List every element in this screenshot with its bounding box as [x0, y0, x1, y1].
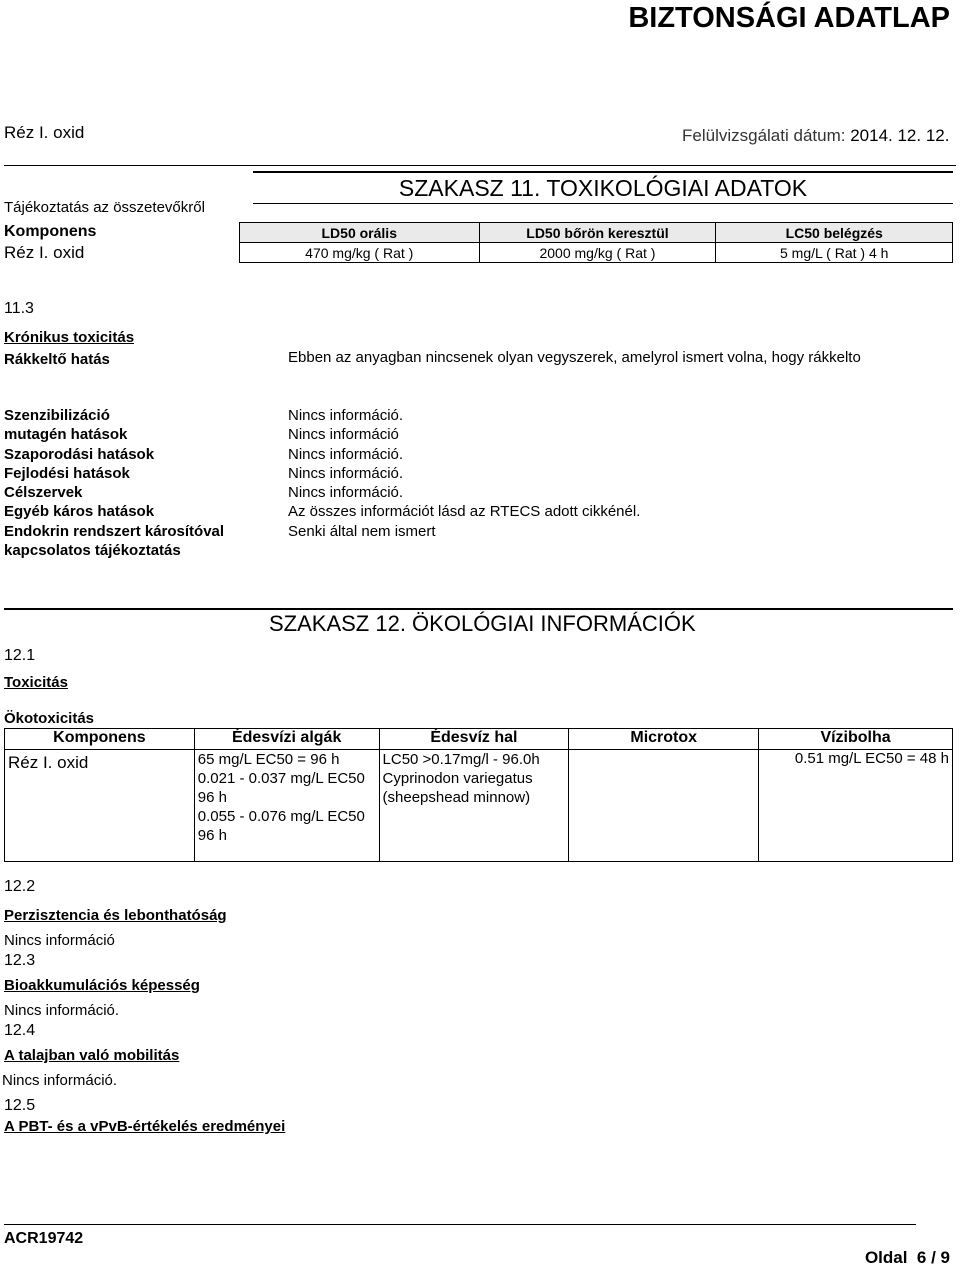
subsection-12-5-number: 12.5: [4, 1097, 36, 1114]
subsection-12-2-number: 12.2: [4, 878, 36, 895]
persistence-heading: Perzisztencia és lebonthatóság: [4, 907, 227, 924]
effects-values: [288, 406, 640, 541]
col-lc50-inhalation: LC50 belégzés: [716, 223, 953, 243]
components-info-label: Tájékoztatás az összetevőkről: [4, 199, 205, 216]
effect-value: Nincs információ.: [288, 484, 404, 502]
eco-col-algae: Édesvízi algák: [194, 729, 379, 750]
effect-label: kapcsolatos tájékoztatás: [4, 542, 181, 560]
effect-label: Szaporodási hatások: [4, 445, 155, 463]
algae-line: 0.055 - 0.076 mg/L EC50: [197, 808, 365, 825]
persistence-value: Nincs információ: [4, 932, 115, 949]
eco-daphnia-value: 0.51 mg/L EC50 = 48 h: [759, 750, 953, 862]
subsection-12-3-number: 12.3: [4, 952, 36, 969]
footer-divider: [4, 1224, 916, 1225]
document-code: ACR19742: [4, 1230, 84, 1247]
eco-component-name: Réz I. oxid: [5, 750, 195, 862]
component-name: Réz I. oxid: [4, 243, 85, 262]
ecotoxicity-heading: Ökotoxicitás: [4, 710, 95, 727]
bioaccumulation-value: Nincs információ.: [4, 1002, 120, 1019]
revision-date-label: Felülvizsgálati dátum: 2014. 12. 12.: [682, 126, 950, 145]
header-divider: [4, 165, 956, 166]
eco-fish-values: [379, 750, 569, 862]
carcinogenic-text: Ebben az anyagban nincsenek olyan vegyszerek, amelyrol ismert volna, hogy rákkelto: [288, 349, 861, 366]
algae-line: 96 h: [197, 789, 227, 806]
subsection-12-1-number: 12.1: [4, 647, 36, 664]
pbt-heading: A PBT- és a vPvB-értékelés eredményei: [4, 1118, 286, 1135]
effect-value: Az összes információt lásd az RTECS adott cikkénél.: [288, 503, 641, 521]
algae-line: 65 mg/L EC50 = 96 h: [197, 751, 340, 768]
effect-value: Senki által nem ismert: [288, 522, 436, 540]
value-lc50-inhalation: 5 mg/L ( Rat ) 4 h: [716, 243, 953, 263]
page-indicator: Oldal 6 / 9: [864, 1248, 950, 1267]
eco-col-component: Komponens: [5, 729, 195, 750]
effect-label: Célszervek: [4, 484, 83, 502]
eco-algae-values: [194, 750, 379, 862]
subsection-11-3-number: 11.3: [4, 300, 34, 317]
eco-col-microtox: Microtox: [569, 729, 759, 750]
col-ld50-oral: LD50 orális: [240, 223, 480, 243]
toxicity-heading: Toxicitás: [4, 674, 68, 691]
eco-col-fish: Édesvíz hal: [379, 729, 569, 750]
effect-label: Endokrin rendszert károsítóval: [4, 522, 225, 540]
algae-line: 96 h: [197, 827, 227, 844]
value-ld50-oral: 470 mg/kg ( Rat ): [240, 243, 480, 263]
effect-value: Nincs információ: [288, 426, 399, 444]
effect-value: Nincs információ.: [288, 464, 404, 482]
section-11-title: SZAKASZ 11. TOXIKOLÓGIAI ADATOK: [253, 171, 953, 204]
effect-label: Szenzibilizáció: [4, 407, 110, 424]
product-name: Réz I. oxid: [4, 123, 85, 142]
col-ld50-dermal: LD50 bőrön keresztül: [479, 223, 716, 243]
value-ld50-dermal: 2000 mg/kg ( Rat ): [479, 243, 716, 263]
mobility-heading: A talajban való mobilitás: [4, 1047, 180, 1064]
document-title: BIZTONSÁGI ADATLAP: [628, 2, 950, 34]
effect-label: mutagén hatások: [4, 426, 128, 444]
subsection-12-4-number: 12.4: [4, 1022, 36, 1039]
chronic-toxicity-heading: Krónikus toxicitás: [4, 329, 135, 346]
fish-line: (sheepshead minnow): [382, 789, 531, 806]
effect-label: Fejlodési hatások: [4, 464, 130, 482]
components-label: Komponens: [4, 223, 97, 240]
effects-labels: [4, 406, 224, 560]
eco-col-daphnia: Vízibolha: [759, 729, 953, 750]
fish-line: Cyprinodon variegatus: [382, 770, 533, 787]
fish-line: LC50 >0.17mg/l - 96.0h: [382, 751, 540, 768]
algae-line: 0.021 - 0.037 mg/L EC50: [197, 770, 365, 787]
bioaccumulation-heading: Bioakkumulációs képesség: [4, 977, 200, 994]
effect-value: Nincs információ.: [288, 445, 404, 463]
effect-label: Egyéb káros hatások: [4, 503, 155, 521]
ecotoxicity-table: [4, 728, 953, 862]
acute-toxicity-table: [239, 222, 953, 263]
carcinogenic-label: Rákkeltő hatás: [4, 351, 110, 368]
mobility-value: Nincs információ.: [2, 1072, 118, 1089]
section-12-title: SZAKASZ 12. ÖKOLÓGIAI INFORMÁCIÓK: [269, 611, 696, 636]
eco-microtox-value: [569, 750, 759, 862]
effect-value: Nincs információ.: [288, 407, 404, 424]
